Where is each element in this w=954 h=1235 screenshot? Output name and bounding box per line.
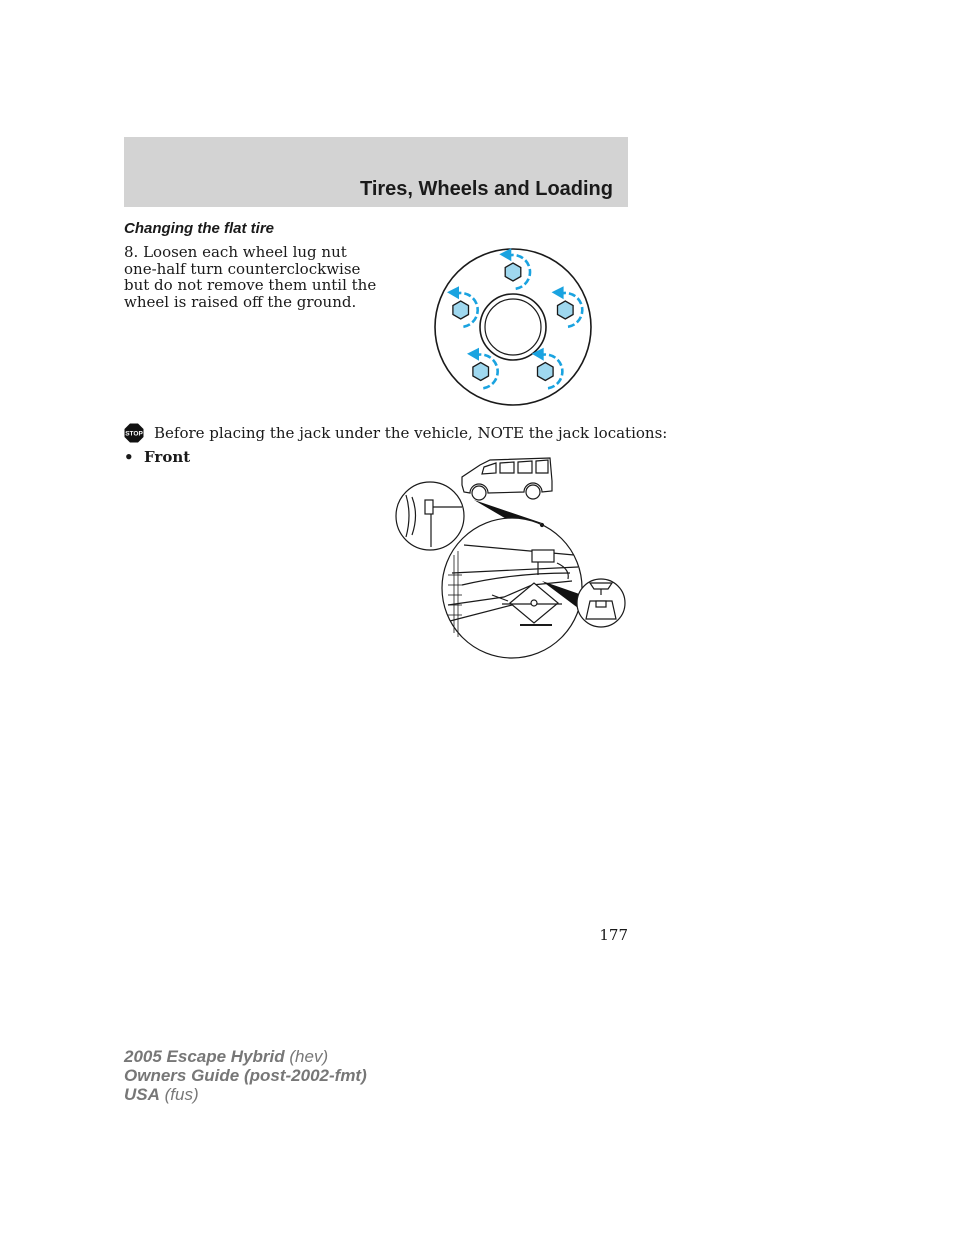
lug-nut [558,301,574,319]
lug-nut [505,263,521,281]
wheel-lug-nut-diagram [432,246,594,408]
jack-point-detail-circle [577,579,625,627]
stop-icon-label: STOP [125,430,143,438]
step-8-text: 8. Loosen each wheel lug nut one-half turn counterclockwise but do not remove them until the wheel is raised off the ground. [124,243,377,311]
wheel-hub-inner [485,299,541,355]
footer-line-2: Owners Guide (post-2002-fmt) [124,1066,367,1085]
warning-text: Before placing the jack under the vehicle, NOTE the jack locations: [154,424,668,442]
subsection-heading: Changing the flat tire [124,220,274,237]
wheel-detail-circle [396,482,464,550]
bullet-front [124,449,190,466]
lug-nut [453,301,469,319]
bullet-label: Front [144,448,191,466]
lug-nut [538,363,554,381]
footer-line-3: USA (fus) [124,1085,199,1104]
document-footer [124,1047,367,1104]
section-header-bar [124,137,628,207]
lug-nut [473,363,489,381]
vehicle-outline [462,458,552,500]
bullet-marker: • [124,448,134,466]
footer-line-1: 2005 Escape Hybrid (hev) [124,1047,329,1066]
stop-sign-icon [124,423,144,443]
section-title: Tires, Wheels and Loading [359,178,613,200]
page-number: 177 [599,926,628,944]
front-jack-location-diagram [392,455,630,660]
